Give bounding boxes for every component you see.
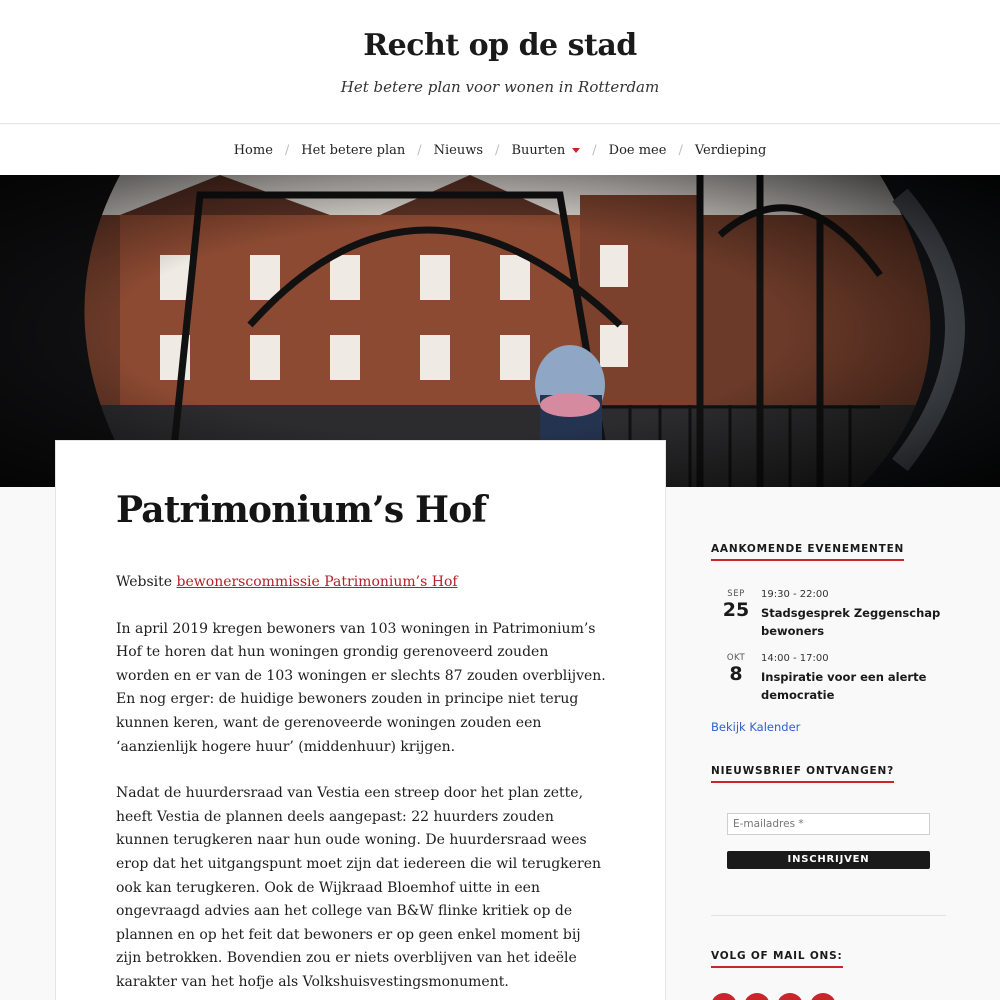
event-title[interactable]: Stadsgesprek Zeggenschap bewoners xyxy=(761,606,941,638)
nav-separator: / xyxy=(417,142,422,158)
nav-item-nieuws[interactable] xyxy=(434,143,483,158)
social-icon-2[interactable] xyxy=(744,993,770,1000)
nav-separator: / xyxy=(678,142,683,158)
nav-separator: / xyxy=(495,142,500,158)
nav-separator: / xyxy=(284,142,290,158)
nav-item-het-betere-plan[interactable] xyxy=(301,143,405,158)
sidebar-divider xyxy=(711,915,946,916)
site-header xyxy=(0,0,1000,124)
event-day: 8 xyxy=(729,663,743,685)
bewonerscommissie-link[interactable]: bewonerscommissie Patrimonium’s Hof xyxy=(176,574,458,590)
view-calendar-link[interactable]: Bekijk Kalender xyxy=(711,720,801,734)
event-month: SEP xyxy=(727,589,745,599)
main-navigation xyxy=(0,125,1000,175)
newsletter-widget-title: NIEUWSBRIEF ONTVANGEN? xyxy=(711,765,894,783)
nav-label: Het betere plan xyxy=(301,142,406,158)
social-icon-3[interactable] xyxy=(777,993,803,1000)
post-paragraph-2: Nadat de huurdersraad van Vestia een streep door het plan zette, heeft Vestia de plannen deels aangepast: 22 huurders zouden kunnen terugkeren naar hun oude woning. De huurdersraad wees erop dat het uitgangspunt moet zijn dat iedereen die wil terugkeren ook kan terugkeren. Ook de Wijkraad Bloemhof uitte in een ongevraagd advies aan het college van B&W flinke kritiek op de plannen en op het feit dat bewoners er op geen enkel moment bij zijn betrokken. Bovendien zou er niets overblijven van het ideële karakter van het hofje als Volkshuisvestingsmonument. xyxy=(116,785,602,990)
site-tagline: Het betere plan voor wonen in Rotterdam xyxy=(340,78,660,96)
nav-separator: / xyxy=(592,142,597,158)
event-info xyxy=(761,653,946,704)
events-widget-title: AANKOMENDE EVENEMENTEN xyxy=(711,543,904,561)
social-icons xyxy=(711,993,843,1000)
event-day: 25 xyxy=(722,599,750,621)
nav-label: Home xyxy=(233,142,273,158)
subscribe-button[interactable]: INSCHRIJVEN xyxy=(727,851,930,869)
event-time: 14:00 - 17:00 xyxy=(761,653,829,664)
event-date xyxy=(711,589,761,621)
nav-item-home[interactable] xyxy=(234,143,273,158)
event-title[interactable]: Inspiratie voor een alerte democratie xyxy=(761,670,927,702)
chevron-down-icon xyxy=(572,148,580,153)
email-input[interactable] xyxy=(727,813,930,835)
event-time: 19:30 - 22:00 xyxy=(761,589,829,600)
post-card xyxy=(55,440,666,1000)
nav-item-doe-mee[interactable] xyxy=(609,143,667,158)
website-line xyxy=(116,571,606,595)
event-info xyxy=(761,589,946,640)
sidebar xyxy=(711,537,946,962)
nav-label: Doe mee xyxy=(608,142,667,158)
post-title: Patrimonium’s Hof xyxy=(116,489,487,531)
event-month: OKT xyxy=(726,653,746,663)
social-icon-4[interactable] xyxy=(810,993,836,1000)
nav-item-buurten[interactable] xyxy=(511,143,580,158)
nav-item-verdieping[interactable] xyxy=(695,143,766,158)
nav-label: Buurten xyxy=(511,142,566,158)
social-icon-1[interactable] xyxy=(711,993,737,1000)
event-date xyxy=(711,653,761,685)
website-prefix: Website xyxy=(116,574,177,590)
site-title[interactable]: Recht op de stad xyxy=(363,28,637,63)
follow-widget-title: VOLG OF MAIL ONS: xyxy=(711,950,843,968)
post-body xyxy=(116,571,606,1000)
nav-label: Verdieping xyxy=(694,142,767,158)
nav-label: Nieuws xyxy=(433,142,484,158)
post-paragraph-1: In april 2019 kregen bewoners van 103 woningen in Patrimonium’s Hof te horen dat hun woningen grondig gerenoveerd zouden worden en er van de 103 woningen er slechts 87 zouden overblijven. En nog erger: de huidige bewoners zouden in principe niet terug kunnen keren, want de gerenoveerde woningen zouden een ‘aanzienlijk hogere huur’ (middenhuur) krijgen. xyxy=(116,620,606,755)
